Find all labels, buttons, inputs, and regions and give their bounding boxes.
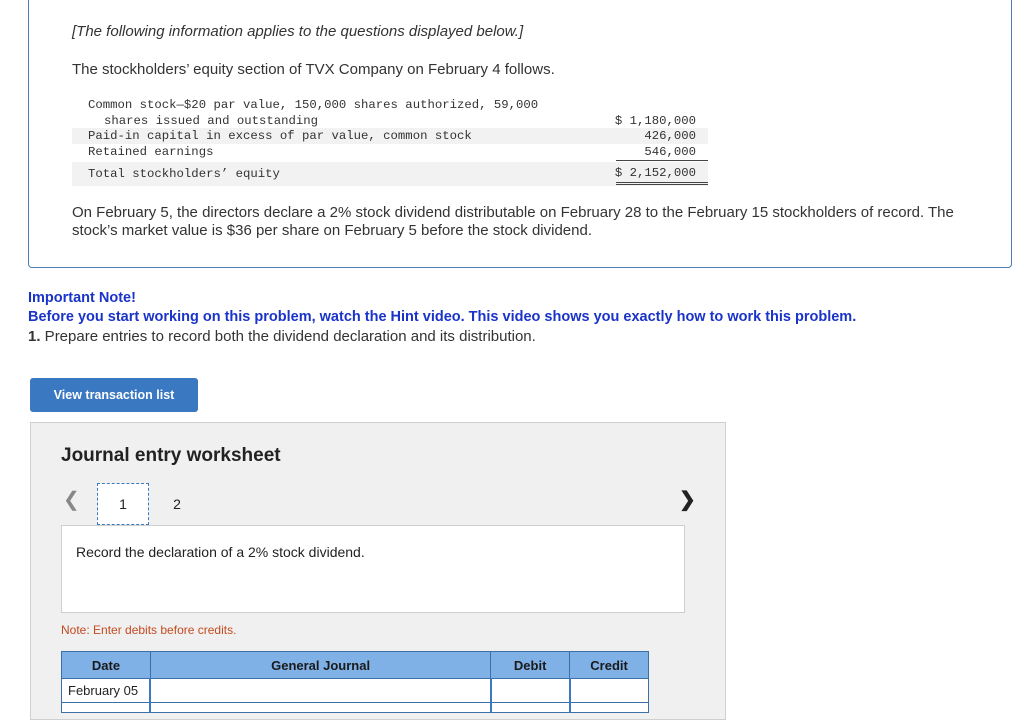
column-header-general-journal: General Journal <box>150 652 490 679</box>
table-row <box>62 679 649 703</box>
debit-input[interactable] <box>491 679 570 703</box>
equity-amount: $ 2,152,000 <box>614 166 696 180</box>
tab-2[interactable]: 2 <box>173 496 181 512</box>
date-cell-empty <box>62 703 151 713</box>
equity-row-common-stock <box>72 96 708 128</box>
credit-input-empty[interactable] <box>570 703 649 713</box>
equity-double-underline <box>616 182 708 183</box>
chevron-right-icon[interactable]: ❯ <box>679 489 696 511</box>
equity-amount: 426,000 <box>644 129 696 143</box>
view-transaction-list-button[interactable]: View transaction list <box>30 378 198 412</box>
credit-input[interactable] <box>570 679 649 703</box>
date-cell: February 05 <box>62 679 151 703</box>
general-journal-table <box>61 651 649 713</box>
account-input-empty[interactable] <box>150 703 490 713</box>
prompt-box <box>61 525 685 613</box>
journal-entry-worksheet <box>30 422 726 720</box>
equity-row-retained <box>72 144 708 160</box>
equity-label: Total stockholders’ equity <box>88 167 280 181</box>
equity-underline <box>616 160 708 161</box>
equity-label: Retained earnings <box>88 145 214 159</box>
info-heading: [The following information applies to the questions displayed below.] <box>72 23 524 40</box>
chevron-left-icon[interactable]: ❮ <box>63 489 80 511</box>
important-note-title: Important Note! <box>28 290 136 306</box>
column-header-date: Date <box>62 652 151 679</box>
account-input[interactable] <box>150 679 490 703</box>
column-header-credit: Credit <box>570 652 649 679</box>
equity-amount: $ 1,180,000 <box>614 114 696 128</box>
question-body: Prepare entries to record both the dividend declaration and its distribution. <box>40 328 536 345</box>
tab-1[interactable]: 1 <box>97 483 149 525</box>
info-intro: The stockholders’ equity section of TVX Company on February 4 follows. <box>72 61 555 78</box>
equity-double-underline-2 <box>616 184 708 185</box>
important-note-body: Before you start working on this problem, watch the Hint video. This video shows you exactly how to work this problem. <box>28 309 857 325</box>
debits-note: Note: Enter debits before credits. <box>61 623 237 637</box>
column-header-debit: Debit <box>491 652 570 679</box>
equity-sublabel: shares issued and outstanding <box>104 114 319 128</box>
equity-label: Paid-in capital in excess of par value, common stock <box>88 129 472 143</box>
prompt-text: Record the declaration of a 2% stock dividend. <box>76 544 365 560</box>
table-row-partial <box>62 703 649 713</box>
equity-row-total <box>72 162 708 186</box>
equity-row-paid-in <box>72 128 708 144</box>
question-number: 1. <box>28 328 41 345</box>
equity-amount: 546,000 <box>644 145 696 159</box>
info-paragraph: On February 5, the directors declare a 2% stock dividend distributable on February 28 to the February 15 stockholders of record. The stock’s market value is $36 per share on February 5 before the stock dividend. <box>72 204 954 239</box>
equity-label: Common stock—$20 par value, 150,000 shares authorized, 59,000 <box>88 98 539 112</box>
question-text <box>28 328 536 345</box>
worksheet-title: Journal entry worksheet <box>61 445 281 466</box>
debit-input-empty[interactable] <box>491 703 570 713</box>
